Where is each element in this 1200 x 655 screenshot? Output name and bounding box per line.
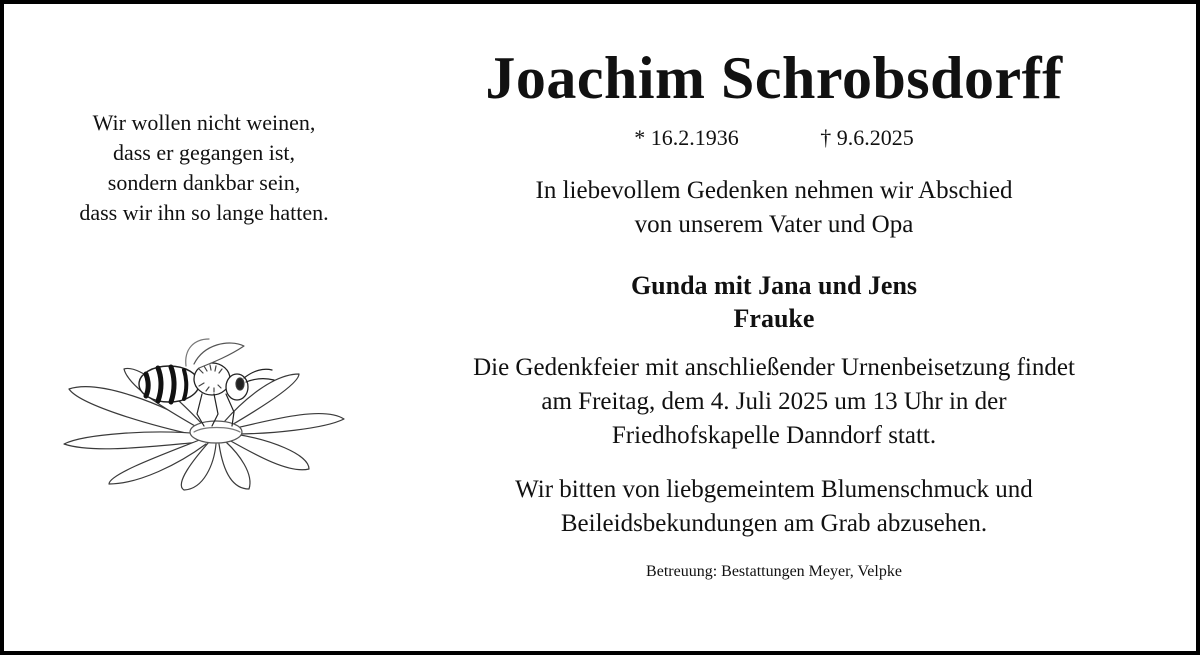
farewell-text [384, 174, 1164, 242]
life-dates [384, 124, 1164, 152]
request-text [384, 473, 1164, 541]
death-date: † 9.6.2025 [820, 125, 914, 150]
request-line: Wir bitten von liebgemeintem Blumenschmuck und [515, 476, 1033, 503]
ceremony-line: Friedhofskapelle Danndorf statt. [611, 422, 937, 449]
birth-date: * 16.2.1936 [634, 125, 739, 150]
poem-line: Wir wollen nicht weinen, [92, 110, 316, 135]
family-line: Gunda mit Jana und Jens [630, 271, 918, 300]
funeral-home-note: Betreuung: Bestattungen Meyer, Velpke [646, 563, 902, 580]
farewell-line: von unserem Vater und Opa [634, 211, 914, 238]
request-line: Beileidsbekundungen am Grab abzusehen. [560, 510, 988, 537]
ceremony-line: Die Gedenkfeier mit anschließender Urnenbeisetzung findet [473, 354, 1075, 381]
ceremony-line: am Freitag, dem 4. Juli 2025 um 13 Uhr in der [541, 388, 1007, 415]
memorial-poem [34, 108, 374, 228]
ceremony-text [384, 351, 1164, 453]
bee-on-flower-icon [54, 334, 349, 494]
announcement [384, 42, 1164, 583]
poem-line: dass wir ihn so lange hatten. [79, 200, 329, 225]
family-line: Frauke [733, 304, 815, 333]
poem-line: sondern dankbar sein, [107, 170, 301, 195]
farewell-line: In liebevollem Gedenken nehmen wir Abschied [535, 177, 1013, 204]
poem-line: dass er gegangen ist, [112, 140, 296, 165]
deceased-name: Joachim Schrobsdorff [485, 45, 1063, 111]
family-names [384, 269, 1164, 335]
